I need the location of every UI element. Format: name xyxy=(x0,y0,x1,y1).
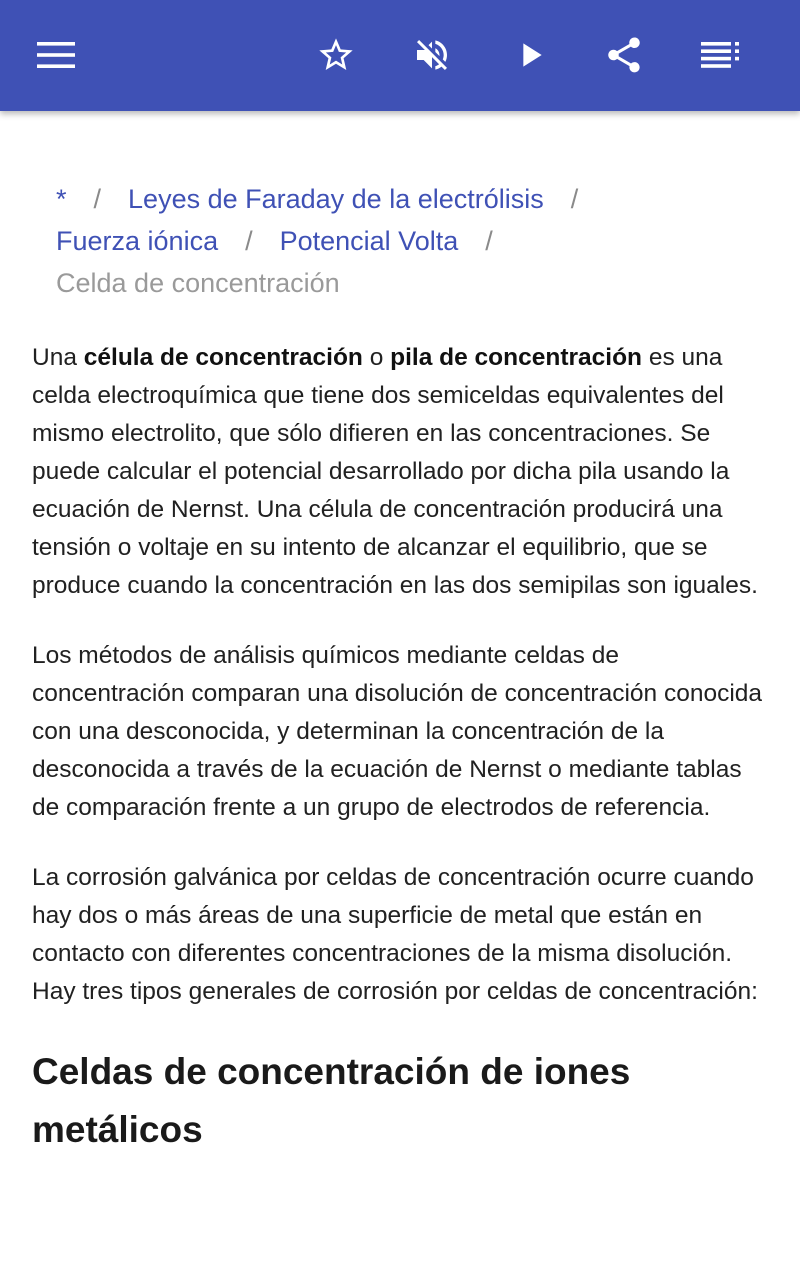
article-paragraph: La corrosión galvánica por celdas de concentración ocurre cuando hay dos o más áreas de una superficie de metal que están en contacto con diferentes concentraciones de la misma disolución. Hay tres tipos generales de corrosión por celdas de concentración: xyxy=(32,864,758,1005)
breadcrumb-separator: / xyxy=(485,226,493,256)
breadcrumb-link-faraday[interactable]: Leyes de Faraday de la electrólisis xyxy=(128,184,544,214)
menu-icon xyxy=(37,41,75,69)
intro-text: es una celda electroquímica que tiene dos semiceldas equivalentes del mismo electrolito, que sólo difieren en las concentraciones. Se puede calcular el potencial desarrollado por dicha pila usando la ecuación de Nernst. Una célula de concentración producirá una tensión o voltaje en su intento de alcanzar el equilibrio, que se produce cuando la concentración en las dos semipilas son iguales. xyxy=(32,344,758,599)
section-heading: Celdas de concentración de iones metálicos xyxy=(32,1051,631,1150)
play-button[interactable] xyxy=(494,19,566,91)
breadcrumb-separator: / xyxy=(245,226,253,256)
breadcrumb xyxy=(56,178,756,304)
article-paragraph: Los métodos de análisis químicos mediante celdas de concentración comparan una disolución de concentración conocida con una desconocida, y determinan la concentración de la desconocida a través de la ecuación de Nernst o mediante tablas de comparación frente a un grupo de electrodos de referencia. xyxy=(32,642,763,821)
share-button[interactable] xyxy=(588,19,660,91)
play-icon xyxy=(510,35,550,75)
bold-term: célula de concentración xyxy=(83,344,363,371)
breadcrumb-link-fuerza-ionica[interactable]: Fuerza iónica xyxy=(56,226,219,256)
intro-text: o xyxy=(362,344,391,371)
breadcrumb-link-potencial-volta[interactable]: Potencial Volta xyxy=(279,226,459,256)
volume-off-icon xyxy=(412,35,452,75)
menu-button[interactable] xyxy=(20,19,92,91)
app-toolbar xyxy=(0,0,800,111)
breadcrumb-home-link[interactable]: * xyxy=(56,184,67,214)
star-outline-icon xyxy=(316,35,356,75)
playlist-icon xyxy=(701,42,739,68)
breadcrumb-separator: / xyxy=(93,184,102,214)
bold-term: pila de concentración xyxy=(390,344,643,371)
mute-button[interactable] xyxy=(396,19,468,91)
share-icon xyxy=(603,34,645,76)
contents-button[interactable] xyxy=(684,19,756,91)
breadcrumb-current-page: Celda de concentración xyxy=(56,268,340,298)
article-paragraph-intro xyxy=(32,339,772,605)
bookmark-button[interactable] xyxy=(300,19,372,91)
breadcrumb-separator: / xyxy=(570,184,579,214)
intro-text: Una xyxy=(32,344,84,371)
article-body xyxy=(32,339,772,1159)
